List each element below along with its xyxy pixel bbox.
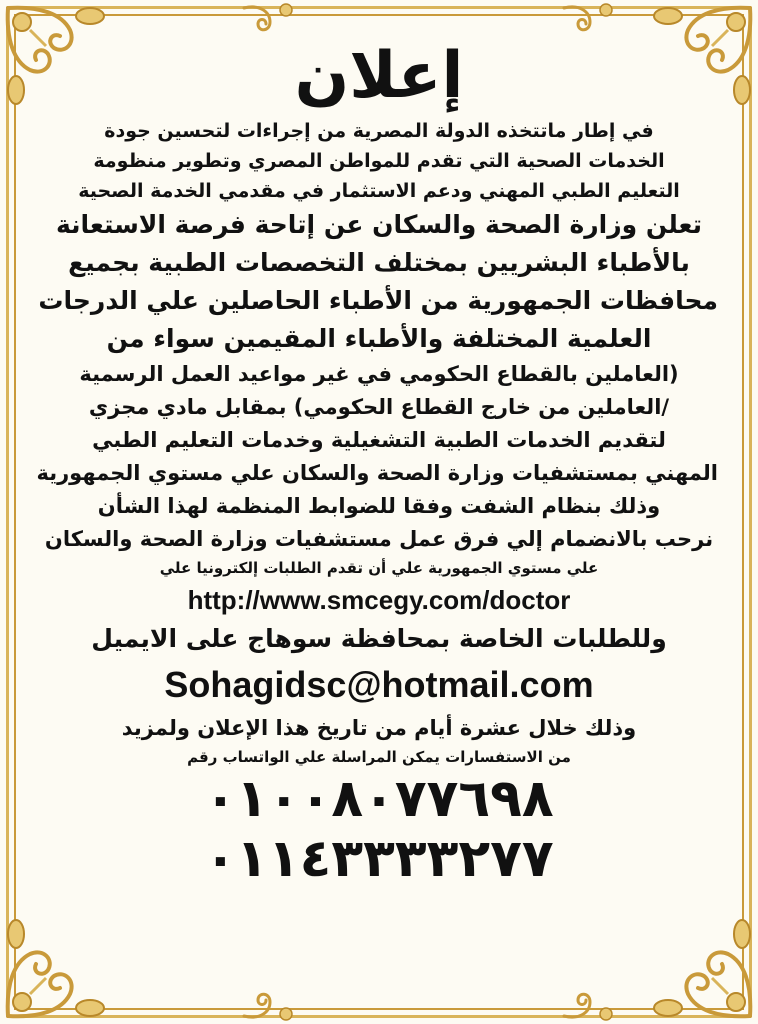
body-line: بالأطباء البشريين بمختلف التخصصات الطبية بجميع bbox=[68, 248, 690, 277]
body-line: التعليم الطبي المهني ودعم الاستثمار في مقدمي الخدمة الصحية bbox=[78, 180, 680, 202]
body-line: نرحب بالانضمام إلي فرق عمل مستشفيات وزارة الصحة والسكان bbox=[44, 527, 714, 551]
phone-number-2: ٠١١٤٣٣٣٣٢٧٧ bbox=[204, 829, 554, 889]
body-line: تعلن وزارة الصحة والسكان عن إتاحة فرصة الاستعانة bbox=[55, 210, 703, 239]
sohag-requests-line: وللطلبات الخاصة بمحافظة سوهاج على الايميل bbox=[91, 624, 667, 653]
application-url-link[interactable]: http://www.smcegy.com/doctor bbox=[187, 585, 571, 615]
whatsapp-line: من الاستفسارات يمكن المراسلة علي الواتساب رقم bbox=[187, 748, 571, 766]
body-line: علي مستوي الجمهورية علي أن تقدم الطلبات إلكترونيا علي bbox=[159, 559, 599, 577]
body-line: العلمية المختلفة والأطباء المقيمين سواء من bbox=[106, 324, 652, 353]
body-line: /العاملين من خارج القطاع الحكومي) بمقابل مادي مجزي bbox=[88, 395, 670, 419]
deadline-line: وذلك خلال عشرة أيام من تاريخ هذا الإعلان ولمزيد bbox=[121, 716, 637, 740]
announcement-body bbox=[36, 36, 718, 994]
body-line: في إطار ماتتخذه الدولة المصرية من إجراءات لتحسين جودة bbox=[104, 120, 654, 142]
body-line: محافظات الجمهورية من الأطباء الحاصلين علي الدرجات bbox=[38, 286, 718, 315]
ornamental-scroll-icon bbox=[560, 0, 620, 40]
body-line: (العاملين بالقطاع الحكومي في غير مواعيد العمل الرسمية bbox=[79, 362, 679, 386]
body-line: الخدمات الصحية التي تقدم للمواطن المصري وتطوير منظومة bbox=[93, 150, 665, 172]
body-line: المهني بمستشفيات وزارة الصحة والسكان علي مستوي الجمهورية bbox=[36, 461, 718, 485]
contact-email-link[interactable]: Sohagidsc@hotmail.com bbox=[164, 664, 594, 705]
body-line: وذلك بنظام الشفت وفقا للضوابط المنظمة لهذا الشأن bbox=[97, 494, 661, 518]
body-line: لتقديم الخدمات الطبية التشغيلية وخدمات التعليم الطبي bbox=[92, 428, 666, 452]
phone-number-1: ٠١٠٠٨٠٧٧٦٩٨ bbox=[204, 769, 554, 829]
announcement-title: إعلان bbox=[294, 39, 464, 113]
ornamental-scroll-icon bbox=[240, 0, 300, 40]
